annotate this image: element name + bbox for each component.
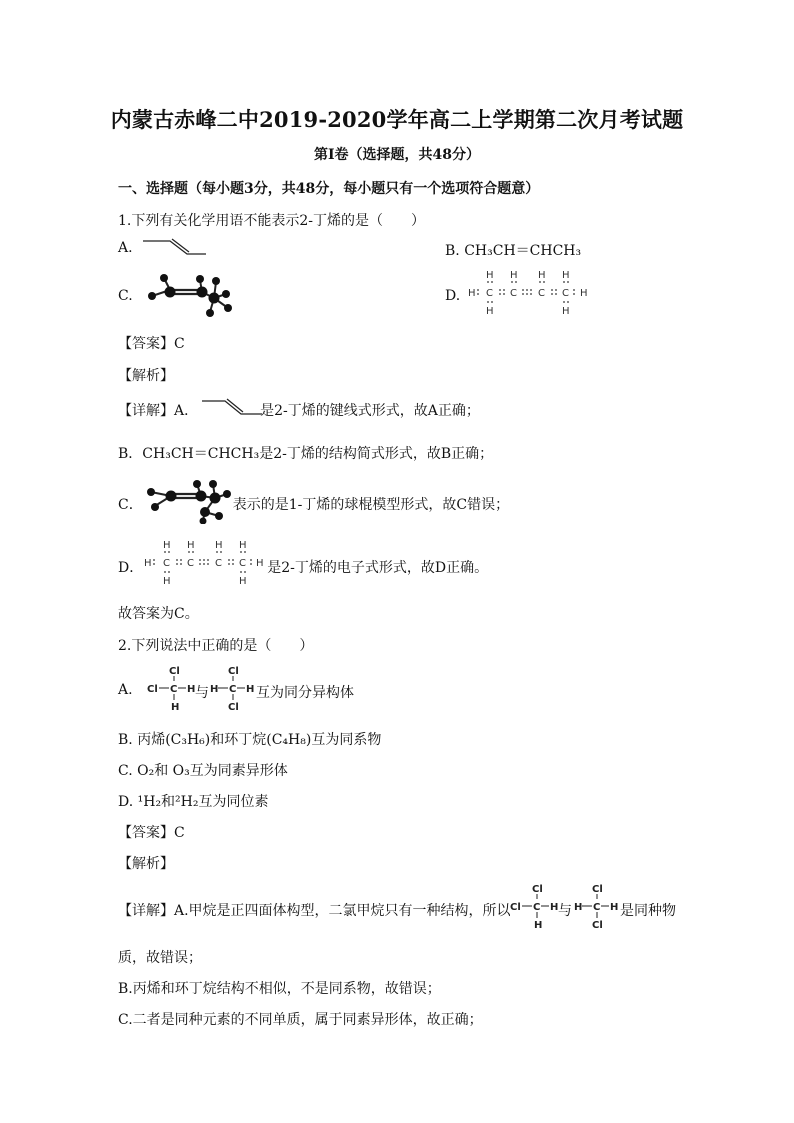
q1-conclusion: 故答案为C。 [118,606,199,622]
atom-c: C [215,558,222,569]
atom-cl: Cl [169,666,180,677]
q1-option-c-ball-stick-model [142,270,234,320]
section-subtitle: 第Ⅰ卷（选择题，共48分） [313,147,481,163]
q1-option-d-electron-formula [466,268,591,318]
atom-h: H [256,558,264,569]
atom-h: H [171,702,180,713]
q2-option-c: C. O₂和 O₃互为同素异形体 [118,763,288,779]
q2-detail-a-text: 【详解】A.甲烷是正四面体构型，二氯甲烷只有一种结构，所以 [118,903,511,919]
q1-detail-b: B．CH₃CH＝CHCH₃是2-丁烯的结构简式形式，故B正确； [118,446,494,462]
q1-option-c-label: C. [118,288,133,304]
atom-cl: Cl [532,884,543,895]
q1-detail-c-ball-stick-model [143,478,235,524]
q1-detail-a-text: 是2-丁烯的键线式形式，故A正确； [260,403,480,419]
q1-stem: 1.下列有关化学用语不能表示2-丁烯的是（ ） [118,213,425,229]
atom-h: H [562,270,570,281]
atom-h: H [574,902,583,913]
q2-detail-c: C.二者是同种元素的不同单质，属于同素异形体，故正确； [118,1012,483,1028]
q2-detail-a-continued: 质，故错误； [118,950,202,966]
q1-detail-d-electron-formula [141,538,265,588]
q2-detail-a-mid: 与 [558,903,572,919]
atom-h: H [610,902,619,913]
q2-detail-b: B.丙烯和环丁烷结构不相似，不是同系物，故错误； [118,981,441,997]
q1-detail-c-text: 表示的是1-丁烯的球棍模型形式，故C错误； [232,497,510,513]
atom-h: H [550,902,559,913]
q2-option-b: B. 丙烯(C₃H₆)和环丁烷(C₄H₈)互为同系物 [118,732,382,748]
q1-detail-a [118,400,480,420]
atom-cl: Cl [592,884,603,895]
atom-cl: Cl [592,920,603,931]
atom-c: C [187,558,194,569]
atom-h: H [510,270,518,281]
q2-option-d: D. ¹H₂和²H₂互为同位素 [118,794,269,810]
q1-option-b-text: CH₃CH＝CHCH₃ [464,243,582,259]
q1-option-a-label: A. [118,240,133,256]
atom-c: C [170,684,178,695]
q1-detail-a-prefix: 【详解】A． [118,403,199,419]
q1-detail-a-skeletal-formula [200,397,266,419]
q2-option-a-mid: 与 [195,685,209,701]
section-heading: 一、选择题（每小题3分，共48分，每小题只有一个选项符合题意） [118,181,540,197]
atom-c: C [486,288,493,299]
atom-h: H [534,920,543,931]
atom-c: C [562,288,569,299]
q2-option-a-label: A. [118,682,133,698]
atom-h: H [215,540,223,551]
q1-option-b-label: B. [445,243,460,259]
q2-stem: 2.下列说法中正确的是（ ） [118,638,314,654]
q1-detail-d-prefix: D． [118,560,144,576]
q1-answer: 【答案】C [118,336,185,352]
atom-h: H [468,288,476,299]
q2-option-a-end: 互为同分异构体 [256,685,354,701]
atom-c: C [229,684,237,695]
q1-option-d-label: D. [445,288,461,304]
atom-h: H [163,576,171,587]
q1-detail-c-prefix: C． [118,497,143,513]
atom-c: C [163,558,170,569]
q1-option-a-skeletal-formula [140,236,210,258]
atom-h: H [239,540,247,551]
atom-h: H [562,306,570,317]
atom-h: H [210,684,219,695]
q2-answer: 【答案】C [118,825,185,841]
atom-h: H [144,558,152,569]
atom-cl: Cl [510,902,521,913]
q1-detail-d-text: 是2-丁烯的电子式形式，故D正确。 [267,560,489,576]
q1-option-b [445,240,581,260]
q1-analysis-heading: 【解析】 [118,368,174,384]
atom-h: H [538,270,546,281]
atom-h: H [486,270,494,281]
atom-cl: Cl [147,684,158,695]
atom-c: C [533,902,541,913]
atom-c: C [593,902,601,913]
page-title: 内蒙古赤峰二中2019-2020学年高二上学期第二次月考试题 [110,107,684,132]
atom-h: H [163,540,171,551]
atom-cl: Cl [228,702,239,713]
atom-h: H [246,684,255,695]
atom-c: C [538,288,545,299]
atom-cl: Cl [228,666,239,677]
q2-analysis-heading: 【解析】 [118,856,174,872]
atom-h: H [486,306,494,317]
atom-h: H [580,288,588,299]
atom-h: H [187,684,196,695]
atom-c: C [510,288,517,299]
atom-h: H [239,576,247,587]
atom-c: C [239,558,246,569]
q2-detail-a-end: 是同种物 [620,903,676,919]
atom-h: H [187,540,195,551]
